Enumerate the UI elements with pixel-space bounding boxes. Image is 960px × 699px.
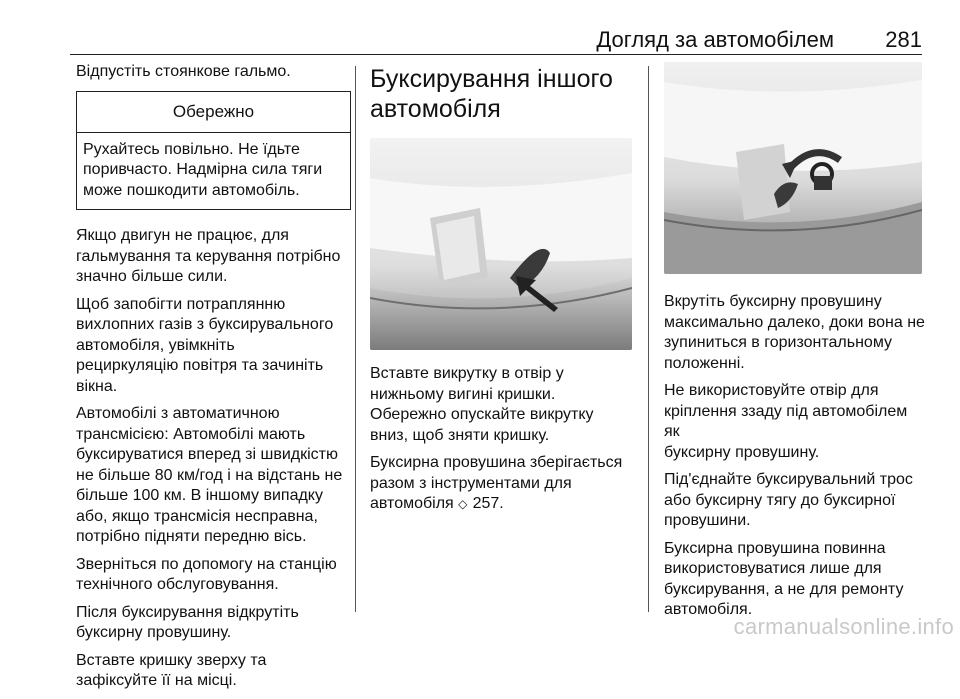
bumper-cover-removal-illustration: [370, 138, 632, 350]
paragraph: Щоб запобігти потраплянню вихлопних газів з буксирувального автомобіля, увімкніть рециркуляцію повітря та зачиніть вікна.: [76, 295, 334, 395]
reference-page[interactable]: 257.: [472, 495, 504, 512]
paragraph: Відпустіть стоянкове гальмо.: [76, 63, 291, 80]
caution-box: [76, 91, 351, 211]
paragraph: Після буксирування відкрутіть буксирну провушину.: [76, 603, 299, 641]
paragraph: Не використовуйте отвір для кріплення ззаду під автомобілем як буксирну провушину.: [664, 382, 908, 461]
column-divider-2: [648, 66, 649, 612]
paragraph-text: Буксирна провушина зберігається разом з інструментами для автомобіля: [370, 454, 623, 512]
page-header: [70, 26, 922, 55]
column-left: [76, 62, 351, 699]
paragraph: Під'єднайте буксирувальний трос або буксирну тягу до буксирної провушини.: [664, 471, 913, 529]
paragraph: Якщо двигун не працює, для гальмування та керування потрібно значно більше сили.: [76, 227, 341, 285]
page-number: 281: [885, 27, 922, 52]
paragraph: Зверніться по допомогу на станцію технічного обслуговування.: [76, 555, 337, 593]
paragraph-with-reference: [370, 453, 632, 515]
page-title: Догляд за автомобілем: [596, 27, 834, 52]
paragraph: Вкрутіть буксирну провушину максимально далеко, доки вона не зупиниться в горизонтальному положенні.: [664, 293, 925, 372]
column-divider-1: [355, 66, 356, 612]
arrow-reference-icon: ◇: [458, 497, 468, 511]
watermark: carmanualsonline.info: [733, 614, 954, 639]
column-middle: [370, 62, 632, 522]
paragraph: Автомобілі з автоматичною трансмісією: Автомобілі мають буксируватися вперед зі швидкістю не більше 80 км/год і на відстань не більше 100 км. В іншому випадку або, якщо трансмісія несправна, потрібно підняти передню вісь.: [76, 405, 343, 545]
column-right: [664, 62, 926, 628]
paragraph: Буксирна провушина повинна використовуватися лише для буксирування, а не для ремонту автомобіля.: [664, 539, 904, 618]
paragraph: Вставте кришку зверху та зафіксуйте її на місці.: [76, 651, 267, 689]
paragraph: Вставте викрутку в отвір у нижньому вигині кришки. Обережно опускайте викрутку вниз, щоб зняти кришку.: [370, 365, 594, 444]
caution-title: Обережно: [77, 92, 350, 133]
section-heading: Буксирування іншого автомобіля: [370, 65, 613, 123]
towing-eye-install-illustration: [664, 62, 922, 274]
caution-text: Рухайтесь повільно. Не їдьте поривчасто. Надмірна сила тяги може пошкодити автомобіль.: [83, 140, 323, 199]
